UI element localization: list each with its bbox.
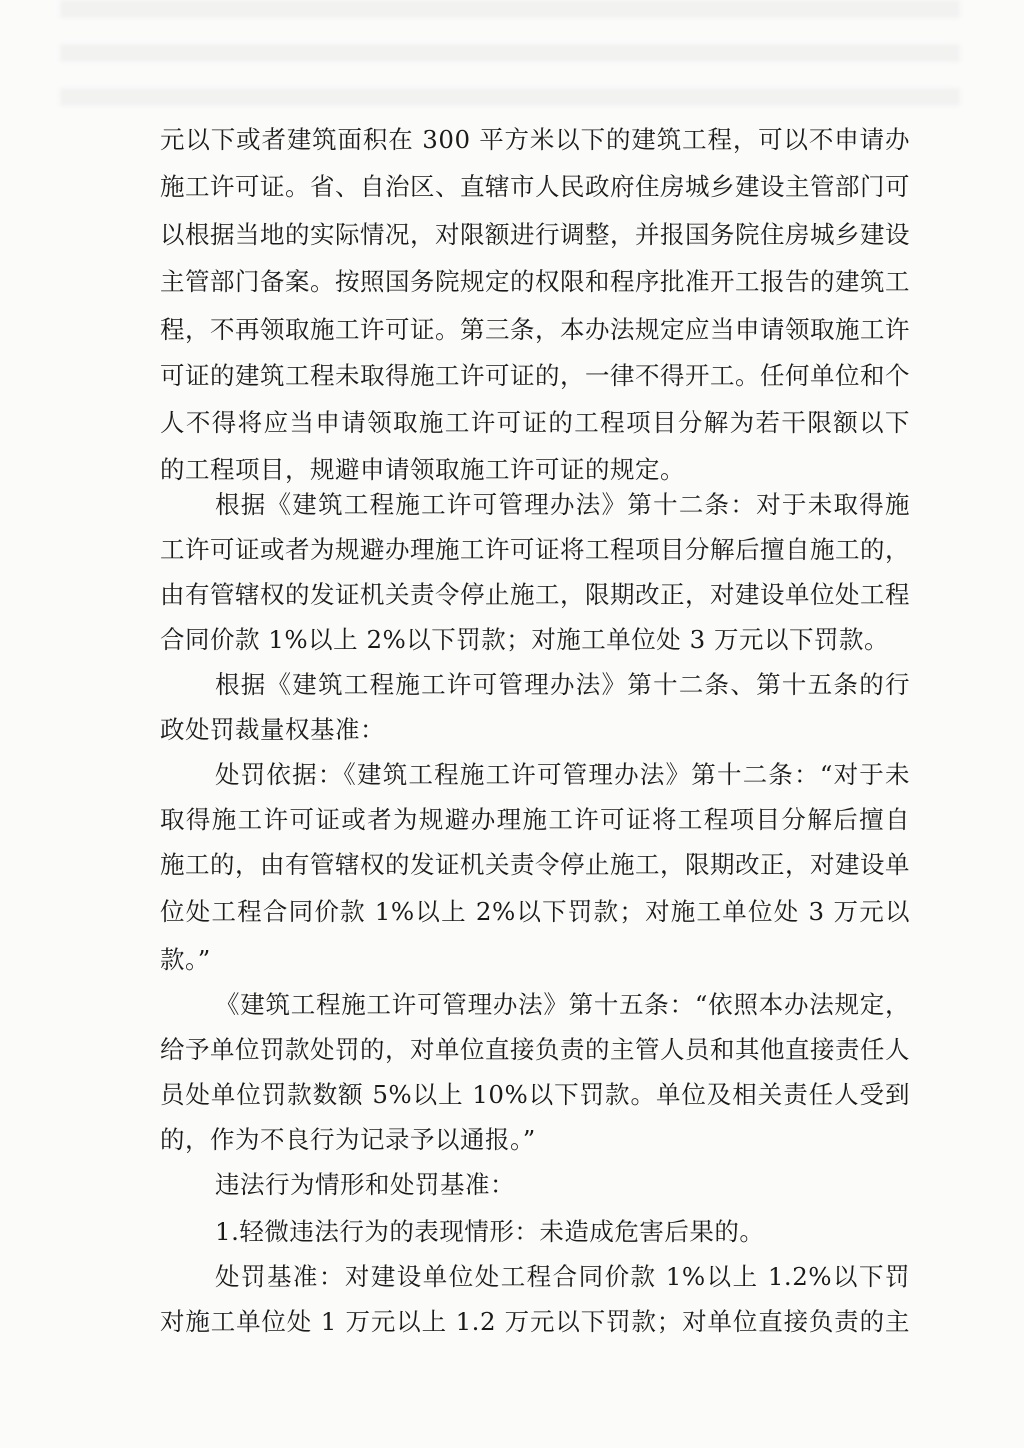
text-line: 由有管辖权的发证机关责令停止施工，限期改正，对建设单位处工程: [160, 580, 910, 609]
text-line: 可证的建筑工程未取得施工许可证的，一律不得开工。任何单位和个: [160, 361, 910, 390]
text-line: 的，作为不良行为记录予以通报。”: [160, 1125, 536, 1154]
text-line: 位处工程合同价款 1%以上 2%以下罚款；对施工单位处 3 万元以: [160, 897, 910, 926]
text-line: 取得施工许可证或者为规避办理施工许可证将工程项目分解后擅自: [160, 805, 910, 834]
text-line: 对施工单位处 1 万元以上 1.2 万元以下罚款；对单位直接负责的主: [160, 1307, 910, 1336]
text-line: 主管部门备案。按照国务院规定的权限和程序批准开工报告的建筑工: [160, 267, 910, 296]
text-line: 《建筑工程施工许可管理办法》第十五条：“依照本办法规定，: [215, 990, 910, 1019]
text-line: 根据《建筑工程施工许可管理办法》第十二条：对于未取得施: [215, 490, 910, 519]
text-line: 政处罚裁量权基准：: [160, 715, 385, 744]
text-line: 给予单位罚款处罚的，对单位直接负责的主管人员和其他直接责任人: [160, 1035, 910, 1064]
text-line: 的工程项目，规避申请领取施工许可证的规定。: [160, 455, 685, 484]
text-line: 违法行为情形和处罚基准：: [215, 1170, 515, 1199]
text-line: 处罚依据：《建筑工程施工许可管理办法》第十二条：“对于未: [215, 760, 910, 789]
text-line: 人不得将应当申请领取施工许可证的工程项目分解为若干限额以下: [160, 408, 910, 437]
text-line: 员处单位罚款数额 5%以上 10%以下罚款。单位及相关责任人受到: [160, 1080, 910, 1109]
text-line: 款。”: [160, 945, 211, 974]
text-line: 1.轻微违法行为的表现情形：未造成危害后果的。: [215, 1217, 765, 1246]
text-line: 根据《建筑工程施工许可管理办法》第十二条、第十五条的行: [215, 670, 910, 699]
text-line: 合同价款 1%以上 2%以下罚款；对施工单位处 3 万元以下罚款。: [160, 625, 889, 654]
text-line: 施工许可证。省、自治区、直辖市人民政府住房城乡建设主管部门可: [160, 172, 910, 201]
text-line: 元以下或者建筑面积在 300 平方米以下的建筑工程，可以不申请办: [160, 125, 910, 154]
text-line: 处罚基准：对建设单位处工程合同价款 1%以上 1.2%以下罚: [215, 1262, 910, 1291]
text-line: 程，不再领取施工许可证。第三条，本办法规定应当申请领取施工许: [160, 315, 910, 344]
text-line: 以根据当地的实际情况，对限额进行调整，并报国务院住房城乡建设: [160, 220, 910, 249]
text-line: 工许可证或者为规避办理施工许可证将工程项目分解后擅自施工的，: [160, 535, 910, 564]
text-line: 施工的，由有管辖权的发证机关责令停止施工，限期改正，对建设单: [160, 850, 910, 879]
scan-bleed-through: [60, 0, 960, 110]
